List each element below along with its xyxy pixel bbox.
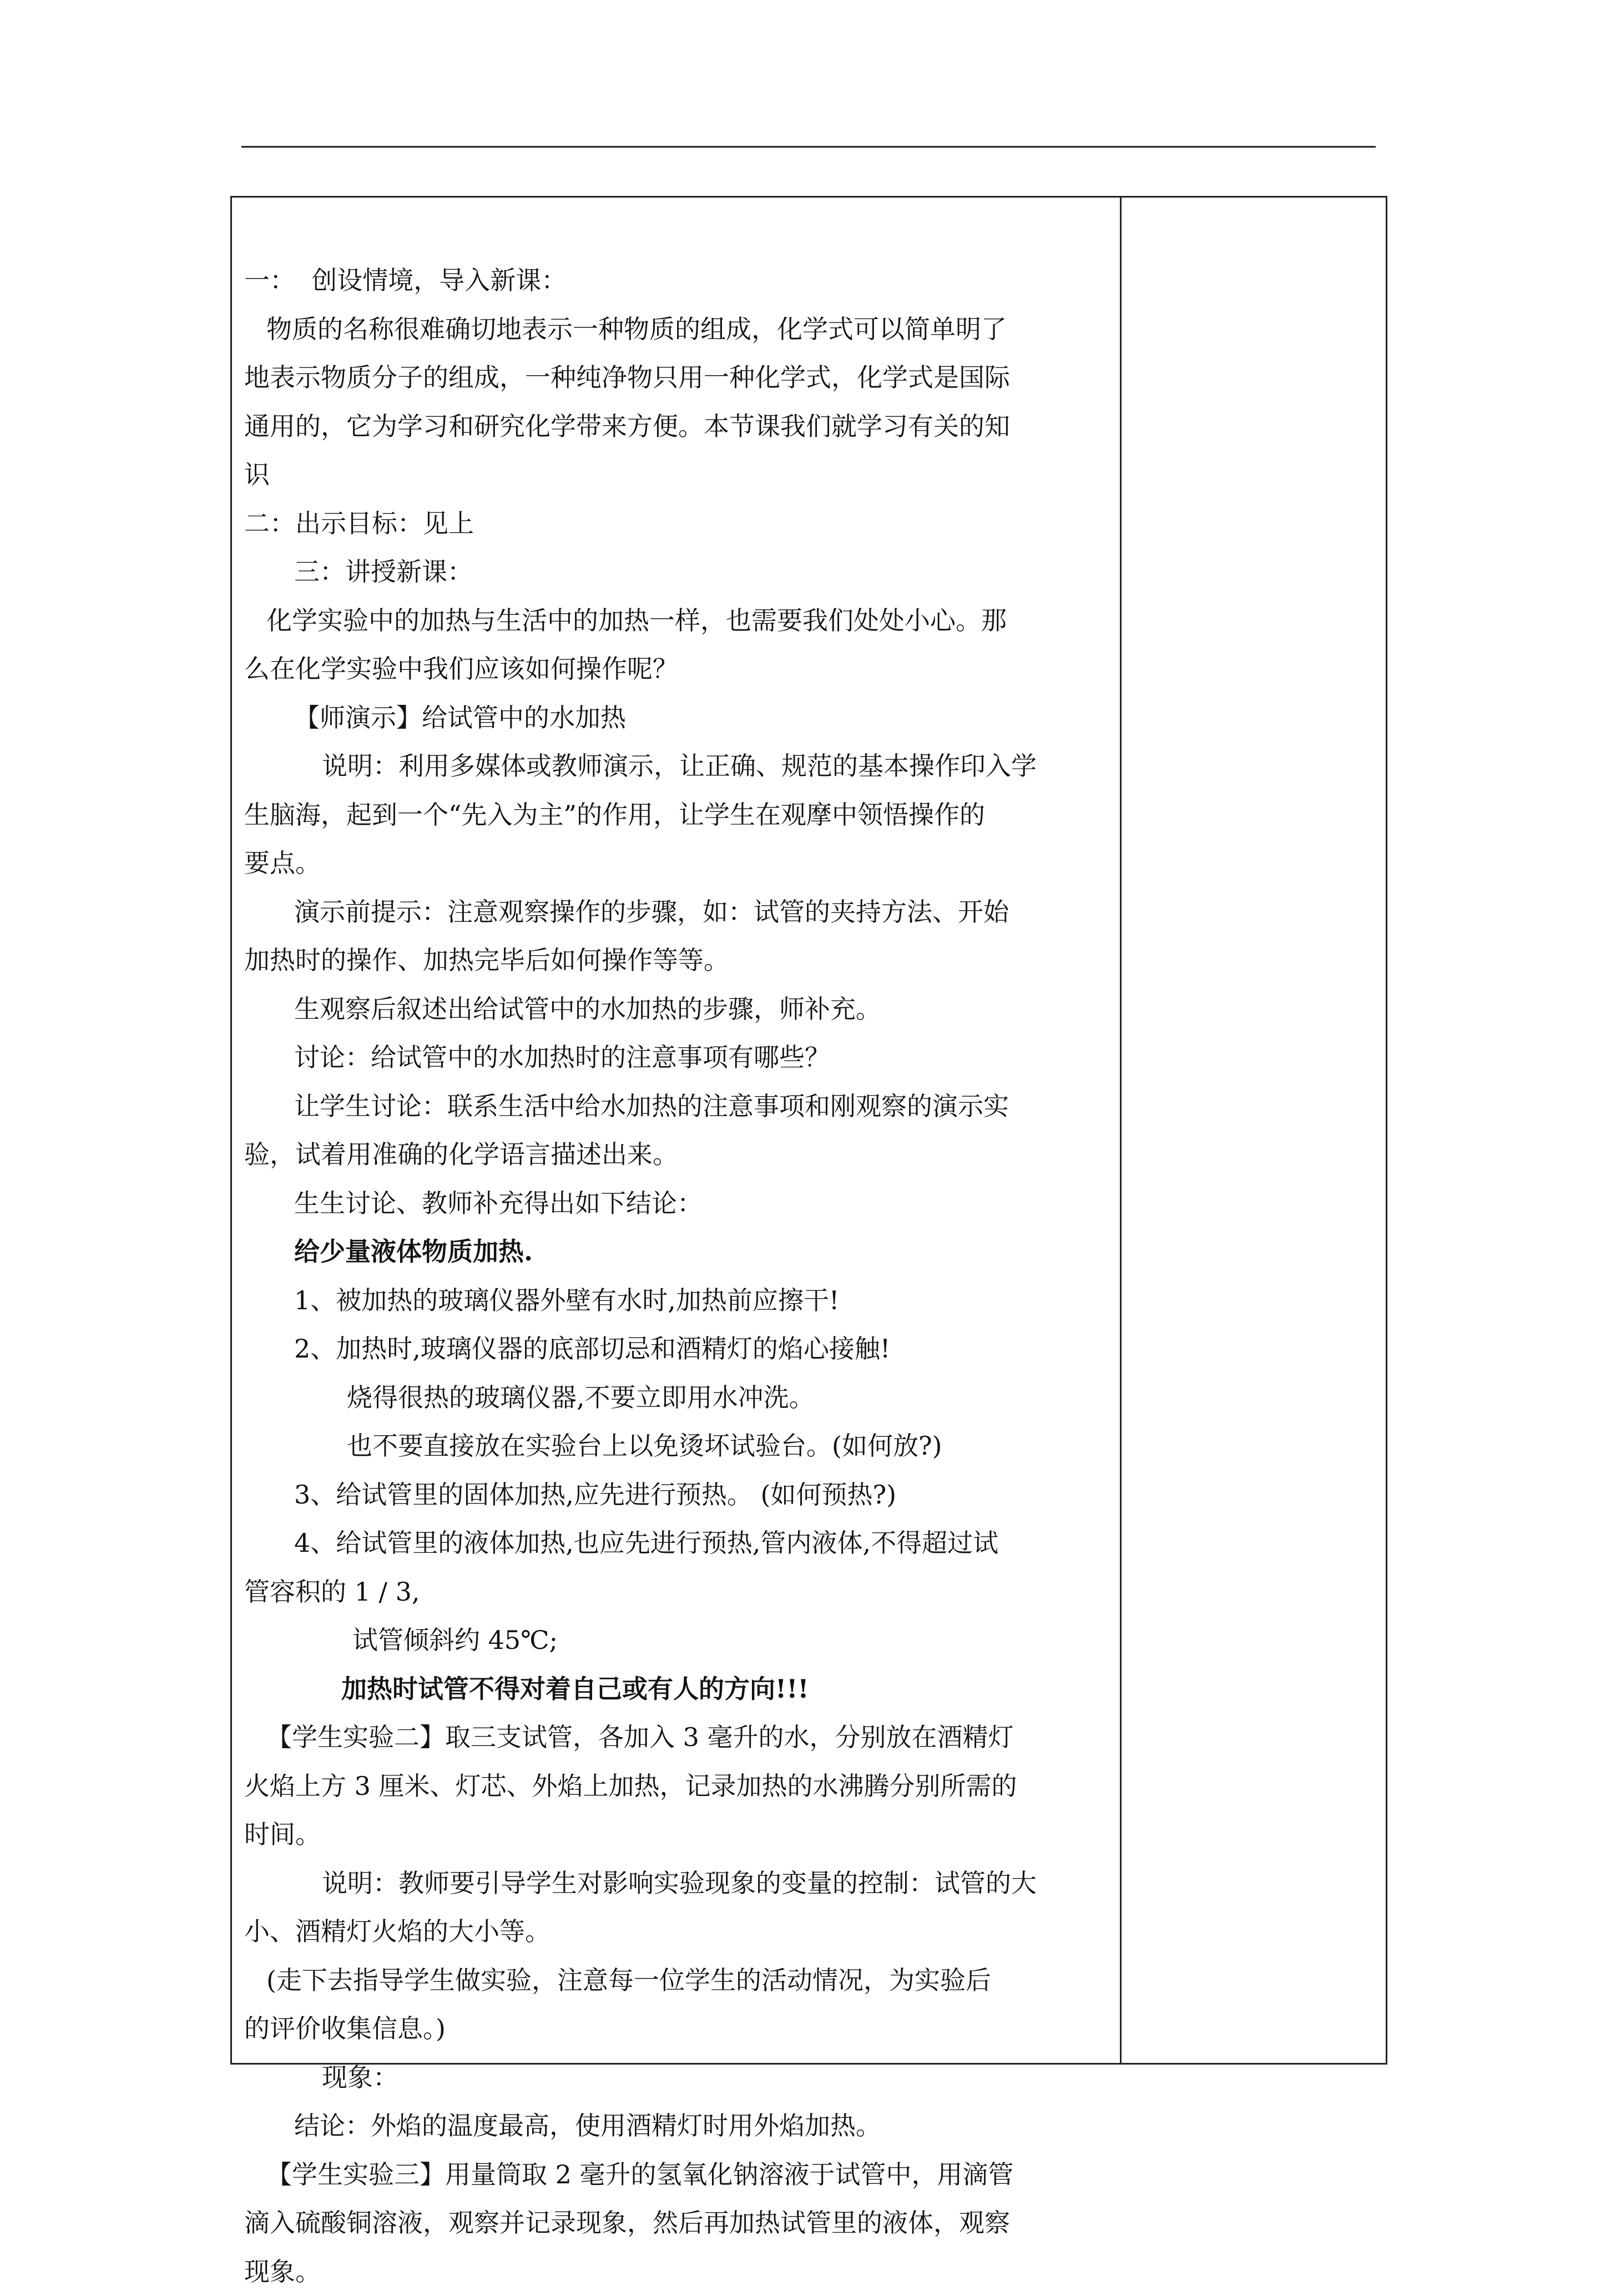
list-item: 1、被加热的玻璃仪器外壁有水时,加热前应擦干! [244, 1276, 1110, 1325]
paragraph-line: 生脑海，起到一个“先入为主”的作用，让学生在观摩中领悟操作的 [244, 791, 1110, 840]
paragraph-line: 现象： [244, 2053, 1110, 2102]
paragraph-line: 【学生实验二】取三支试管，各加入 3 毫升的水，分别放在酒精灯 [244, 1713, 1110, 1762]
paragraph-line: 验，试着用准确的化学语言描述出来。 [244, 1131, 1110, 1179]
paragraph-line: 小、酒精灯火焰的大小等。 [244, 1908, 1110, 1956]
list-item: 2、加热时,玻璃仪器的底部切忌和酒精灯的焰心接触! [244, 1325, 1110, 1374]
paragraph-line: 【学生实验三】用量筒取 2 毫升的氢氧化钠溶液于试管中，用滴管 [244, 2151, 1110, 2199]
paragraph-line: 让学生讨论：联系生活中给水加热的注意事项和刚观察的演示实 [244, 1082, 1110, 1131]
bold-heading: 给少量液体物质加热. [244, 1228, 1110, 1276]
paragraph-line: 要点。 [244, 839, 1110, 888]
list-item: 管容积的 1 / 3, [244, 1568, 1110, 1617]
paragraph-line: 说明：利用多媒体或教师演示，让正确、规范的基本操作印入学 [244, 742, 1110, 791]
section-heading: 一： 创设情境，导入新课： [244, 256, 1110, 305]
paragraph-line: 物质的名称很难确切地表示一种物质的组成，化学式可以简单明了 [244, 305, 1110, 354]
paragraph-line: 讨论：给试管中的水加热时的注意事项有哪些？ [244, 1033, 1110, 1082]
list-item: 烧得很热的玻璃仪器,不要立即用水冲洗。 [244, 1374, 1110, 1422]
paragraph-line: 【师演示】给试管中的水加热 [244, 694, 1110, 743]
paragraph-line: 时间。 [244, 1810, 1110, 1859]
paragraph-line: 演示前提示：注意观察操作的步骤，如：试管的夹持方法、开始 [244, 888, 1110, 937]
paragraph-line: 通用的，它为学习和研究化学带来方便。本节课我们就学习有关的知 [244, 402, 1110, 451]
paragraph-line: 说明：教师要引导学生对影响实验现象的变量的控制：试管的大 [244, 1859, 1110, 1908]
section-heading: 三：讲授新课： [244, 548, 1110, 597]
notes-column [1122, 198, 1386, 2063]
paragraph-line: 生观察后叙述出给试管中的水加热的步骤，师补充。 [244, 985, 1110, 1034]
paragraph-line: 的评价收集信息。) [244, 2005, 1110, 2053]
paragraph-line: 识 [244, 451, 1110, 499]
paragraph-line: 滴入硫酸铜溶液，观察并记录现象，然后再加热试管里的液体，观察 [244, 2199, 1110, 2248]
lesson-content [244, 256, 1110, 2296]
paragraph-line: 加热时的操作、加热完毕后如何操作等等。 [244, 936, 1110, 985]
paragraph-line: 结论：外焰的温度最高，使用酒精灯时用外焰加热。 [244, 2102, 1110, 2151]
list-item: 4、给试管里的液体加热,也应先进行预热,管内液体,不得超过试 [244, 1519, 1110, 1568]
list-item: 也不要直接放在实验台上以免烫坏试验台。(如何放?) [244, 1422, 1110, 1471]
section-heading: 二：出示目标：见上 [244, 499, 1110, 548]
bold-warning: 加热时试管不得对着自己或有人的方向!!! [244, 1665, 1110, 1714]
header-rule [241, 146, 1376, 148]
list-item: 3、给试管里的固体加热,应先进行预热。 (如何预热?) [244, 1471, 1110, 1520]
paragraph-line: 现象。 [244, 2248, 1110, 2296]
list-item: 试管倾斜约 45℃; [244, 1616, 1110, 1665]
paragraph-line: 地表示物质分子的组成，一种纯净物只用一种化学式，化学式是国际 [244, 354, 1110, 402]
paragraph-line: 么在化学实验中我们应该如何操作呢？ [244, 645, 1110, 694]
paragraph-line: 生生讨论、教师补充得出如下结论： [244, 1179, 1110, 1228]
paragraph-line: (走下去指导学生做实验，注意每一位学生的活动情况，为实验后 [244, 1956, 1110, 2005]
paragraph-line: 化学实验中的加热与生活中的加热一样，也需要我们处处小心。那 [244, 597, 1110, 645]
paragraph-line: 火焰上方 3 厘米、灯芯、外焰上加热，记录加热的水沸腾分别所需的 [244, 1762, 1110, 1811]
